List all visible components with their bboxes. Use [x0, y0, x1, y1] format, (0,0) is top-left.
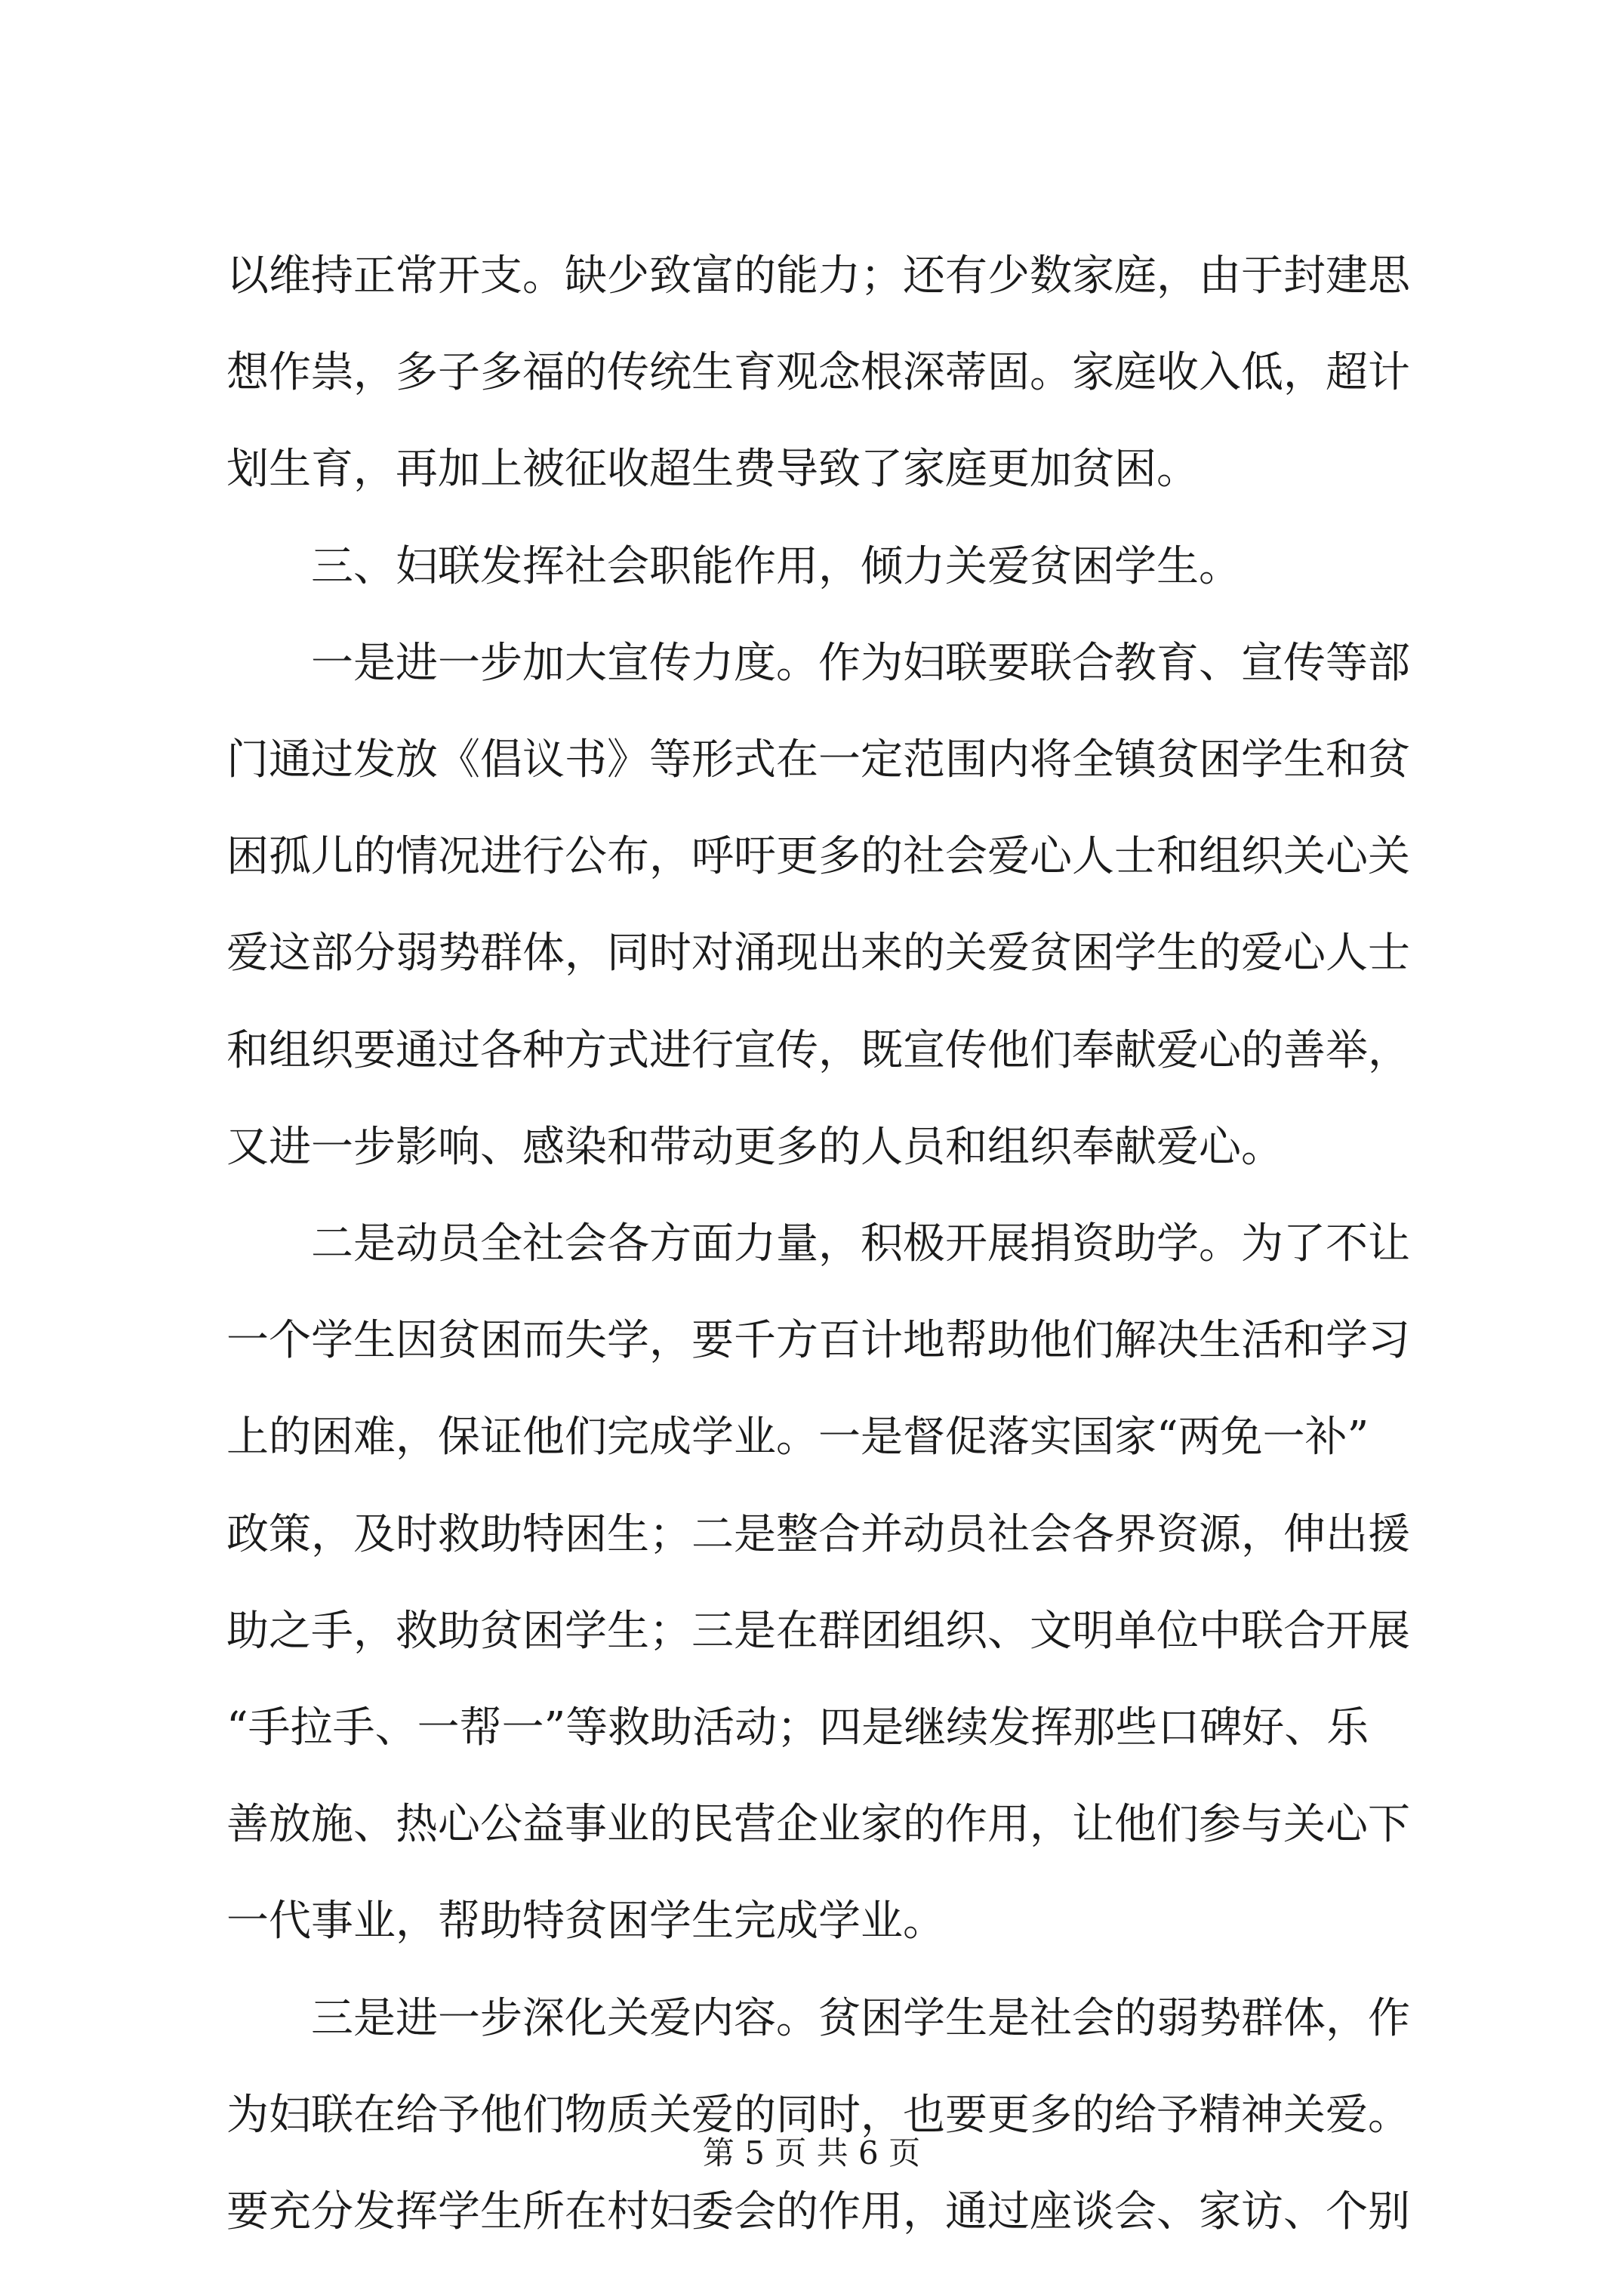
- page-number-footer: 第 5 页 共 6 页: [702, 2134, 921, 2171]
- text-line: 一个学生因贫困而失学，要千方百计地帮助他们解决生活和学习: [226, 1316, 1410, 1365]
- text-line: 为妇联在给予他们物质关爱的同时，也要更多的给予精神关爱。: [226, 2091, 1410, 2140]
- text-line: 想作祟，多子多福的传统生育观念根深蒂固。家庭收入低，超计: [226, 348, 1410, 397]
- text-line: 爱这部分弱势群体，同时对涌现出来的关爱贫困学生的爱心人士: [226, 929, 1410, 978]
- text-line: 政策，及时救助特困生；二是整合并动员社会各界资源，伸出援: [226, 1510, 1410, 1559]
- text-line: 一是进一步加大宣传力度。作为妇联要联合教育、宣传等部: [311, 639, 1410, 688]
- text-line: 和组织要通过各种方式进行宣传，既宣传他们奉献爱心的善举，: [226, 1026, 1410, 1075]
- text-line: 门通过发放《倡议书》等形式在一定范围内将全镇贫困学生和贫: [226, 735, 1410, 784]
- text-line: 一代事业，帮助特贫困学生完成学业。: [226, 1897, 945, 1946]
- text-line: 二是动员全社会各方面力量，积极开展捐资助学。为了不让: [311, 1219, 1410, 1268]
- text-line: 三是进一步深化关爱内容。贫困学生是社会的弱势群体，作: [311, 1994, 1410, 2043]
- text-line: “手拉手、一帮一”等救助活动；四是继续发挥那些口碑好、乐: [226, 1703, 1369, 1752]
- text-line: 划生育，再加上被征收超生费导致了家庭更加贫困。: [226, 445, 1199, 494]
- text-line: 善放施、热心公益事业的民营企业家的作用，让他们参与关心下: [226, 1800, 1410, 1849]
- text-line: 上的困难，保证他们完成学业。一是督促落实国家“两免一补”: [226, 1413, 1369, 1462]
- text-line: 以维持正常开支。缺少致富的能力；还有少数家庭，由于封建思: [226, 251, 1410, 300]
- text-line: 要充分发挥学生所在村妇委会的作用，通过座谈会、家访、个别: [226, 2187, 1410, 2236]
- text-line: 三、妇联发挥社会职能作用，倾力关爱贫困学生。: [311, 542, 1241, 591]
- text-line: 困孤儿的情况进行公布，呼吁更多的社会爱心人士和组织关心关: [226, 832, 1410, 881]
- text-line: 助之手，救助贫困学生；三是在群团组织、文明单位中联合开展: [226, 1607, 1410, 1656]
- text-line: 又进一步影响、感染和带动更多的人员和组织奉献爱心。: [226, 1123, 1283, 1172]
